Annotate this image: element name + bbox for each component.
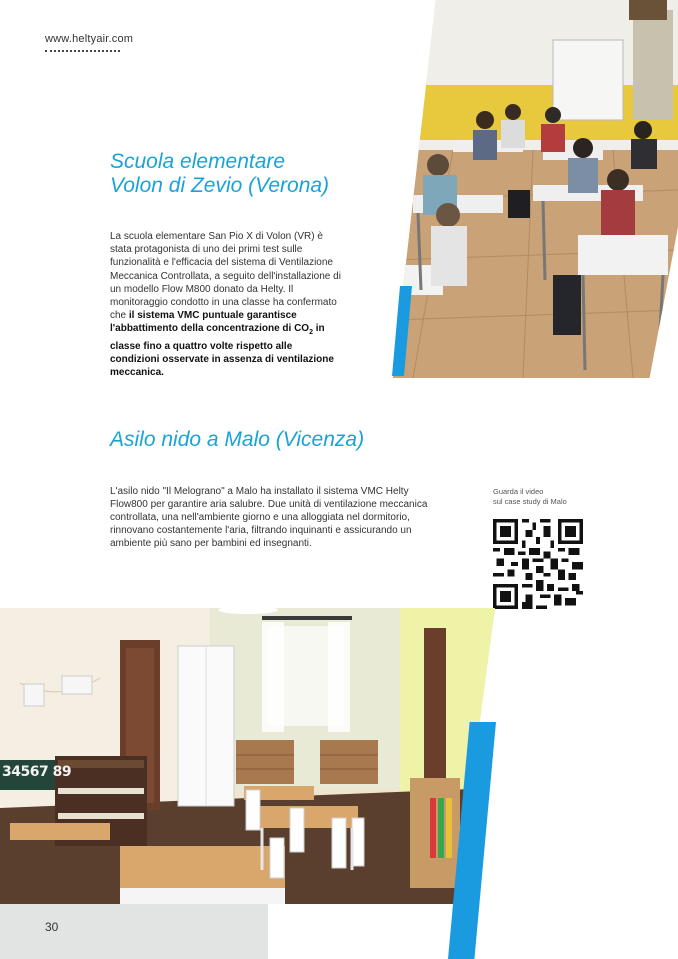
qr-code-icon[interactable] bbox=[493, 519, 583, 609]
url-underline bbox=[45, 50, 120, 52]
section1-title-line1: Scuola elementare bbox=[110, 150, 286, 173]
section1-bold-part1: il sistema VMC puntuale garantisce l'abbattimento della concentrazione di CO bbox=[110, 310, 310, 335]
section1-bold-part2: in classe fino a quattro volte rispetto alle condizioni osservate in assenza di ventilazione meccanica. bbox=[110, 323, 334, 379]
classroom-photo bbox=[393, 0, 678, 378]
section1-body bbox=[110, 230, 342, 379]
page-number: 30 bbox=[45, 920, 59, 934]
section1-body-highlight bbox=[110, 310, 334, 378]
chalkboard-numbers: 34567 89 bbox=[2, 764, 72, 780]
nursery-photo bbox=[0, 608, 495, 904]
footer-band bbox=[0, 904, 268, 959]
co2-subscript: 2 bbox=[309, 329, 313, 337]
qr-caption bbox=[493, 487, 593, 507]
section1-title-line2: Volon di Zevio (Verona) bbox=[110, 174, 330, 197]
website-url[interactable]: www.heltyair.com bbox=[45, 33, 134, 45]
section1-body-plain: La scuola elementare San Pio X di Volon (VR) è stata protagonista di uno dei primi test sulle funzionalità e l'efficacia del sistema di Ventilazione Meccanica Controllata, a seguito dell'installazione di un modello Flow M800 donato da Helty. Il monitoraggio condotto in una classe ha confermato che bbox=[110, 231, 341, 322]
qr-caption-line2: sul case study di Malo bbox=[493, 497, 567, 506]
qr-caption-line1: Guarda il video bbox=[493, 487, 544, 496]
section2-body: L'asilo nido "Il Melograno" a Malo ha installato il sistema VMC Helty Flow800 per garantire aria salubre. Due unità di ventilazione meccanica controllata, una nell'ambiente giorno e una alloggiata nel dormitorio, rinnovano costantemente l'aria, filtrando inquinanti e assicurando un ambiente più sano per bambini ed insegnanti. bbox=[110, 486, 428, 549]
section1-title bbox=[110, 150, 390, 198]
section2-title: Asilo nido a Malo (Vicenza) bbox=[110, 428, 365, 451]
